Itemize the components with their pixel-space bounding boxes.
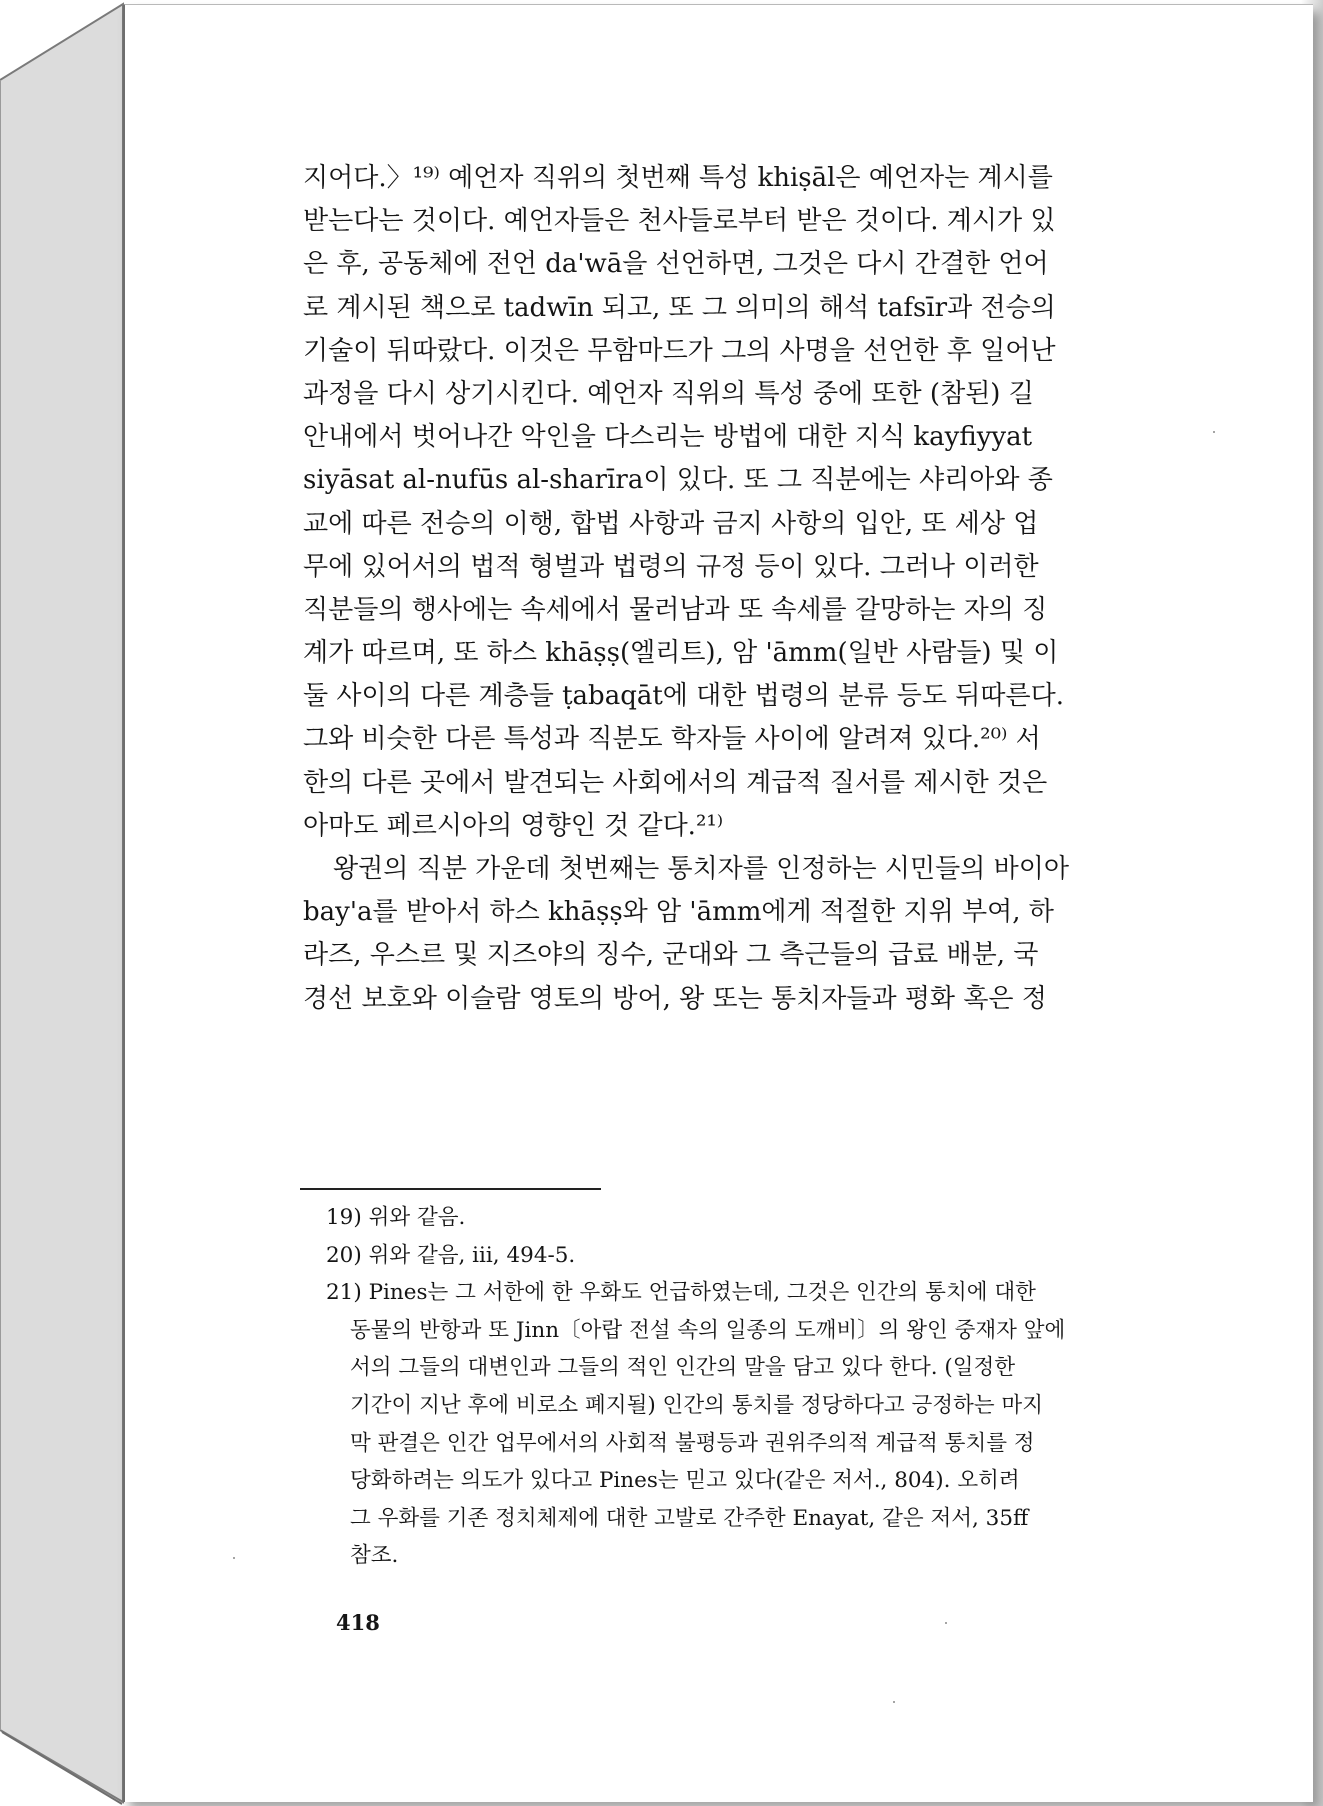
body-line: 둘 사이의 다른 계층들 ṭabaqāt에 대한 법령의 분류 등도 뒤따른다. [303, 681, 1065, 712]
body-line: 로 계시된 책으로 tadwīn 되고, 또 그 의미의 해석 tafsīr과 전승의 [303, 292, 1056, 323]
body-line: 라즈, 우스르 및 지즈야의 징수, 군대와 그 측근들의 급료 배분, 국 [303, 940, 1039, 971]
footnote-21-continuation: 기간이 지난 후에 비로소 폐지될) 인간의 통치를 정당하다고 긍정하는 마지 [350, 1392, 1043, 1418]
body-line: 한의 다른 곳에서 발견되는 사회에서의 계급적 질서를 제시한 것은 [303, 767, 1048, 798]
body-line: 받는다는 것이다. 예언자들은 천사들로부터 받은 것이다. 계시가 있 [303, 206, 1056, 237]
body-line: 아마도 페르시아의 영향인 것 같다.²¹⁾ [303, 810, 724, 841]
page-number: 418 [336, 1610, 380, 1635]
scan-speck [1213, 431, 1215, 433]
body-line: 그와 비슷한 다른 특성과 직분도 학자들 사이에 알려져 있다.²⁰⁾ 서 [303, 724, 1041, 755]
body-line: 교에 따른 전승의 이행, 합법 사항과 금지 사항의 입안, 또 세상 업 [303, 508, 1039, 539]
footnote-21-continuation: 당화하려는 의도가 있다고 Pines는 믿고 있다(같은 저서., 804). 오히려 [350, 1468, 1020, 1494]
scan-speck [945, 1622, 947, 1624]
footnote-21-continuation: 그 우화를 기존 정치체제에 대한 고발로 간주한 Enayat, 같은 저서, 35ff [350, 1505, 1029, 1531]
body-line: 은 후, 공동체에 전언 da'wā을 선언하면, 그것은 다시 간결한 언어 [303, 249, 1049, 280]
footnote-20: 20) 위와 같음, iii, 494-5. [326, 1242, 576, 1268]
body-line: siyāsat al-nufūs al-sharīra이 있다. 또 그 직분에는 샤리아와 종 [303, 465, 1053, 496]
paragraph-start-line: 왕권의 직분 가운데 첫번째는 통치자를 인정하는 시민들의 바이아 [333, 854, 1069, 884]
footnote-21-continuation: 막 판결은 인간 업무에서의 사회적 불평등과 권위주의적 계급적 통치를 정 [350, 1430, 1035, 1456]
body-line: 무에 있어서의 법적 형벌과 법령의 규정 등이 있다. 그러나 이러한 [303, 551, 1039, 582]
scan-speck [893, 1701, 895, 1703]
footnote-21-continuation: 참조. [350, 1543, 399, 1569]
footnote-21-continuation: 서의 그들의 대변인과 그들의 적인 인간의 말을 담고 있다 한다. (일정한 [350, 1355, 1016, 1381]
body-line: 과정을 다시 상기시킨다. 예언자 직위의 특성 중에 또한 (참된) 길 [303, 378, 1034, 409]
footnote-19: 19) 위와 같음. [326, 1205, 466, 1230]
scan-speck [233, 1557, 235, 1559]
body-line: 경선 보호와 이슬람 영토의 방어, 왕 또는 통치자들과 평화 혹은 정 [303, 983, 1047, 1014]
body-line: 기술이 뒤따랐다. 이것은 무함마드가 그의 사명을 선언한 후 일어난 [303, 335, 1056, 366]
footnotes [326, 1199, 1176, 1575]
footnote-21-continuation: 동물의 반항과 또 Jinn〔아랍 전설 속의 일종의 도깨비〕의 왕인 중재자 앞에 [350, 1317, 1066, 1343]
body-line: 직분들의 행사에는 속세에서 물러남과 또 속세를 갈망하는 자의 징 [303, 594, 1048, 625]
footnote-21: 21) Pines는 그 서한에 한 우화도 언급하였는데, 그것은 인간의 통치에 대한 [326, 1280, 1036, 1306]
body-line: bay'a를 받아서 하스 khāṣṣ와 암 'āmm에게 적절한 지위 부여, 하 [303, 897, 1054, 928]
footnote-divider [300, 1188, 601, 1190]
body-line: 계가 따르며, 또 하스 khāṣṣ(엘리트), 암 'āmm(일반 사람들) 및 이 [303, 638, 1059, 669]
body-text [303, 157, 1174, 1021]
body-line: 안내에서 벗어나간 악인을 다스리는 방법에 대한 지식 kayfiyyat [303, 422, 1033, 453]
body-line: 지어다.〉¹⁹⁾ 예언자 직위의 첫번째 특성 khiṣāl은 예언자는 계시를 [303, 163, 1053, 193]
